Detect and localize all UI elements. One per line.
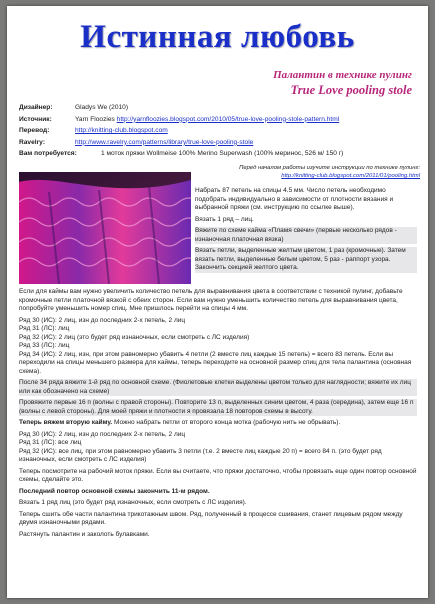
translation-link[interactable]: http://knitting-club.blogspot.com bbox=[75, 127, 168, 135]
ravelry-link[interactable]: http://www.ravelry.com/patterns/library/true-love-pooling-stole bbox=[75, 138, 254, 146]
page-title: Истинная любовь bbox=[80, 19, 355, 55]
paragraph: Вязать петли, выделенные желтым цветом, 1 раз (кромочные). Затем вязать петли, выделенные белым цветом, 5 раз - раппорт узора. Закончить секцией желтого цвета. bbox=[195, 247, 417, 273]
paragraph: Если для каймы вам нужно увеличить количество петель для выравнивания цвета в соответствии с техникой пулинг, добавьте кромочные петли платочной вязкой с обеих сторон. Если вам нужно уменьшить количество петель для выравнивания цвета, попробуйте уменьшить номер спиц. Мне пришлось перейти на спицы 4 мм. bbox=[19, 288, 403, 312]
paragraph: Ряд 30 (ИС): 2 лиц, изн до последних 2-х петель, 2 лиц bbox=[19, 430, 186, 438]
info-key: Дизайнер: bbox=[19, 104, 53, 111]
info-row-ravelry bbox=[19, 137, 343, 149]
pooling-link[interactable]: http://knitting-club.blogspot.com/2011/01/pooling.html bbox=[281, 173, 420, 179]
info-key: Перевод: bbox=[19, 127, 50, 135]
info-key: Вам потребуется: bbox=[19, 150, 77, 158]
paragraph: Ряд 34 (ИС): 2 лиц, изн, при этом равномерно убавить 4 петли (2 вместе лиц каждые 15 петель) = всего 83 петель. Если вы переходили на спицы меньшего размера для каймы, теперь переходите на основной размер спиц для тела палантина (основная схема). bbox=[19, 350, 412, 375]
info-value bbox=[75, 137, 253, 149]
stole-image bbox=[19, 172, 191, 284]
paragraph: Вяжите по схеме кайма «Пламя свечи» (первые несколько рядов - изнаночная платочная вязка) bbox=[195, 227, 417, 244]
paragraph: Растянуть палантин и заколоть булавками. bbox=[19, 530, 150, 538]
main-text bbox=[19, 288, 417, 539]
section-heading: Теперь вяжем вторую кайму. bbox=[19, 419, 113, 426]
paragraph: Вязать 1 ряд – лиц. bbox=[195, 215, 254, 223]
section-heading: Последний повтор основной схемы закончить 11-м рядом. bbox=[19, 487, 210, 495]
paragraph: Ряд 30 (ИС): 2 лиц, изн до последних 2-х петель, 2 лиц bbox=[19, 316, 186, 324]
paragraph: Провяжите первые 16 п (волны с правой стороны). Повторите 13 п, выделенных синим цветом, 4 раза (середина), затем еще 16 п (волны с левой стороны). Для моей пряжи и плотности я провязала 18 повторов схемы в высоту. bbox=[19, 399, 417, 416]
paragraph: Ряд 32 (ИС): 2 лиц (это будет ряд изнаночных, если смотреть с ЛС изделия) bbox=[19, 333, 250, 341]
info-row-source bbox=[19, 114, 343, 126]
paragraph: Вязать 1 ряд лиц (это будет ряд изнаночных, если смотреть с ЛС изделия). bbox=[19, 499, 247, 506]
paragraph: Набрать 87 петель на спицы 4.5 мм. Число петель необходимо подобрать индивидуально в зависимости от плотности вязания и выбранной пряжи (см. инструкцию по ссылке выше). bbox=[195, 187, 394, 211]
info-key: Ravelry: bbox=[19, 138, 46, 146]
stole-photo bbox=[19, 172, 191, 284]
document-page bbox=[7, 6, 428, 598]
info-row-translation bbox=[19, 125, 343, 137]
right-column-text bbox=[195, 187, 417, 273]
paragraph: Ряд 33 (ЛС): лиц bbox=[19, 342, 70, 349]
subtitle-russian: Палантин в технике пулинг bbox=[273, 69, 412, 81]
info-row-materials bbox=[19, 148, 343, 160]
pattern-info bbox=[19, 102, 343, 160]
info-key: Источник: bbox=[19, 115, 52, 123]
paragraph: Теперь вяжем вторую кайму. Можно набрать петли от второго конца мотка (рабочую нить не обрывать). bbox=[19, 419, 341, 426]
paragraph: Ряд 32 (ИС): все лиц, при этом равномерно убавить 3 петли (т.е. 2 вместе лиц каждые 20 п) = всего 84 п. (это будет ряд изнаночных, если смотреть с ЛС изделия) bbox=[19, 447, 382, 463]
pooling-note: Перед началом работы изучите инструкции по технике пулинг: http://knitting-club.blogspot.com/2011/01/pooling.html bbox=[190, 164, 420, 180]
paragraph: Теперь посмотрите на рабочий моток пряжи. Если вы считаете, что пряжи достаточно, чтобы провязать еще один повтор основной схемы, сделайте это. bbox=[19, 467, 417, 483]
info-value: 1 моток пряжи Wollmeise 100% Merino Superwash (100% меринос, 526 м/ 150 г) bbox=[101, 150, 344, 158]
paragraph: Теперь сшить обе части палантина трикотажным швом. Ряд, полученный в процессе сшивания, станет лицевым рядом между двумя изнаночными рядами. bbox=[19, 510, 403, 526]
info-value: Yarn Floozies http://yarnfloozies.blogspot.com/2010/05/true-love-pooling-stole-pattern.html bbox=[75, 115, 340, 123]
source-link[interactable]: http://yarnfloozies.blogspot.com/2010/05/true-love-pooling-stole-pattern.html bbox=[116, 115, 340, 123]
info-value: Gladys We (2010) bbox=[75, 104, 129, 111]
paragraph: Ряд 31 (ЛС): лиц bbox=[19, 325, 70, 332]
info-row-designer bbox=[19, 102, 343, 114]
paragraph: Ряд 31 (ЛС): все лиц bbox=[19, 439, 82, 446]
paragraph bbox=[19, 488, 417, 497]
info-value bbox=[75, 125, 168, 137]
subtitle-english: True Love pooling stole bbox=[290, 83, 412, 97]
paragraph: После 34 ряда вяжите 1-й ряд по основной схеме. (Фиолетовые клетки выделены цветом только для наглядности; вяжите их лиц или как обозначено на схеме) bbox=[19, 379, 417, 396]
